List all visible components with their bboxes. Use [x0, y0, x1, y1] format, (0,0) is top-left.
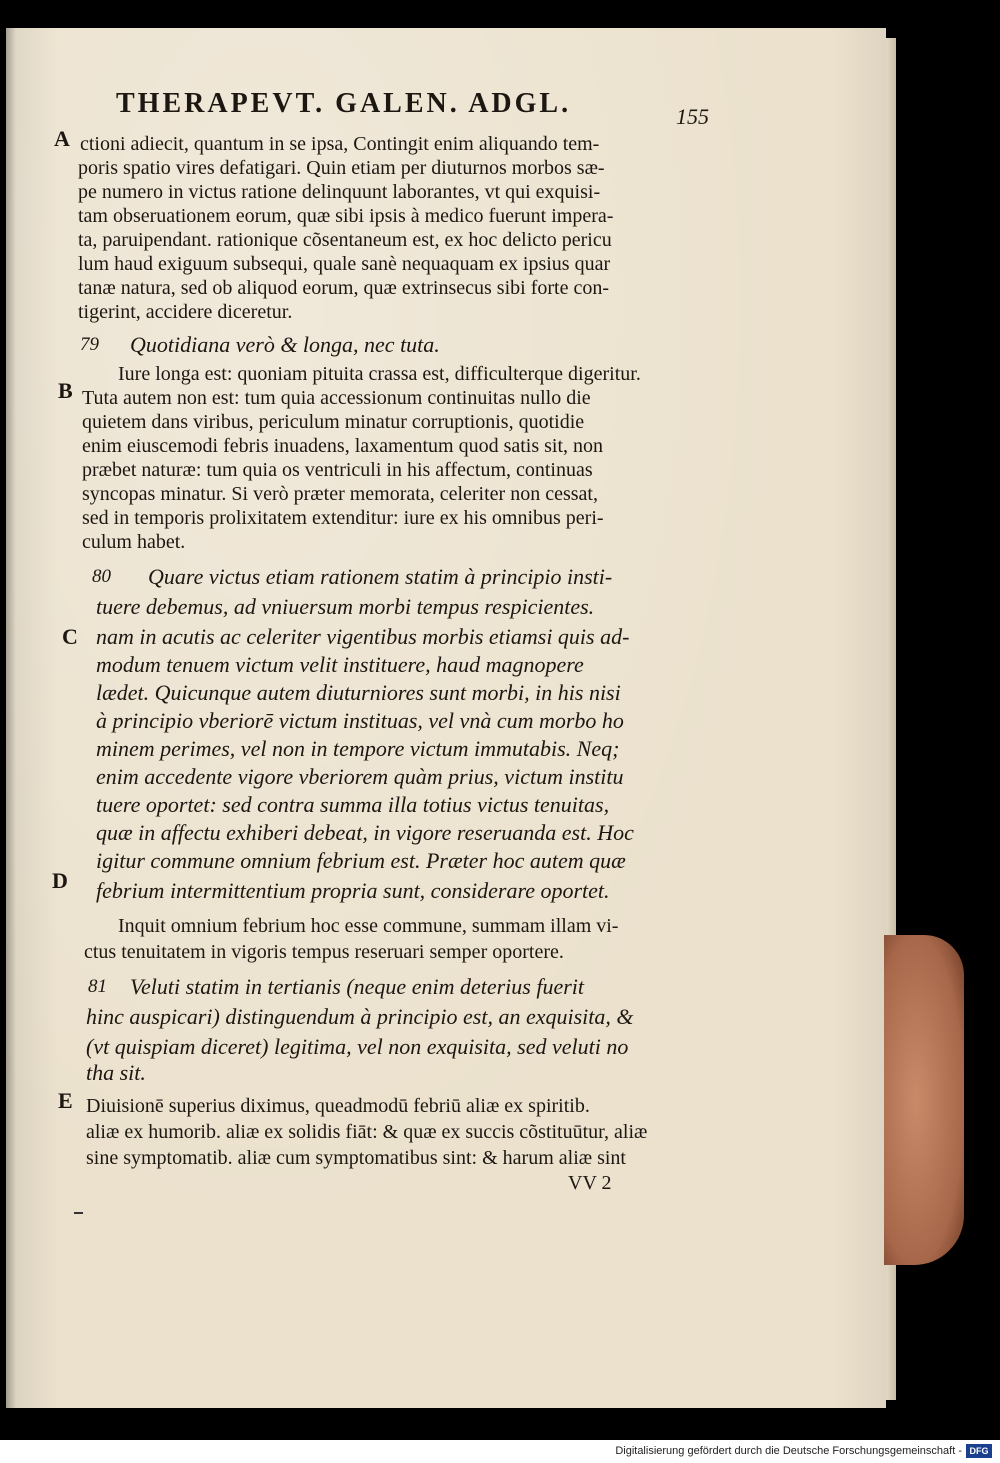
- holding-hand: [884, 935, 964, 1265]
- aphorism-line: hinc auspicari) distinguendum à principio est, an exquisita, &: [86, 1004, 634, 1029]
- margin-letter-c: C: [62, 624, 78, 649]
- aphorism-line: lædet. Quicunque autem diuturniores sunt morbi, in his nisi: [96, 680, 621, 705]
- footer-bar: [0, 1440, 1000, 1463]
- text-line: tanæ natura, sed ob aliquod eorum, quæ extrinsecus sibi forte con-: [78, 277, 609, 299]
- aphorism-line: quæ in affectu exhiberi debeat, in vigore reseruanda est. Hoc: [96, 820, 634, 845]
- text-line: sine symptomatib. aliæ cum symptomatibus sint: & harum aliæ sint: [86, 1147, 626, 1169]
- text-line: Iure longa est: quoniam pituita crassa est, difficulterque digeritur.: [118, 363, 641, 385]
- signature-mark: VV 2: [568, 1172, 612, 1194]
- aphorism-line: Veluti statim in tertianis (neque enim deterius fuerit: [130, 974, 584, 999]
- text-line: lum haud exiguum subsequi, quale sanè nequaquam ex ipsius quar: [78, 253, 611, 275]
- text-line: ctioni adiecit, quantum in se ipsa, Contingit enim aliquando tem-: [80, 133, 600, 155]
- margin-letter-a: A: [54, 126, 70, 151]
- text-line: Tuta autem non est: tum quia accessionum continuitas nullo die: [82, 387, 591, 409]
- text-line: enim eiuscemodi febris inuadens, laxamentum quod satis sit, non: [82, 435, 604, 457]
- text-line: tigerint, accidere diceretur.: [78, 301, 293, 323]
- text-line: poris spatio vires defatigari. Quin etiam per diuturnos morbos sæ-: [78, 157, 605, 179]
- text-line: quietem dans viribus, periculum minatur corruptionis, quotidie: [82, 411, 585, 433]
- aphorism-line: febrium intermittentium propria sunt, considerare oportet.: [96, 878, 610, 903]
- aphorism-line: minem perimes, vel non in tempore victum immutabis. Neq;: [96, 736, 620, 761]
- dfg-logo: DFG: [966, 1444, 992, 1458]
- aphorism-line: enim accedente vigore vberiorem quàm prius, victum institu: [96, 764, 624, 789]
- stray-dash-mark: [74, 1212, 83, 1214]
- aphorism-line: tuere oportet: sed contra summa illa totius victus tenuitas,: [96, 792, 610, 817]
- aphorism-line: à principio vberiorē victum instituas, vel vnà cum morbo ho: [96, 708, 624, 733]
- aphorism-text: Quotidiana verò & longa, nec tuta.: [130, 332, 440, 357]
- aphorism-line: tha sit.: [86, 1060, 146, 1085]
- aphorism-number: 81: [88, 976, 107, 997]
- aphorism-line: Quare victus etiam rationem statim à principio insti-: [148, 564, 613, 589]
- aphorism-number: 80: [92, 566, 111, 587]
- text-line: pe numero in victus ratione delinquunt laborantes, vt qui exquisi-: [78, 181, 601, 203]
- text-line: Diuisionē superius diximus, queadmodū febriū aliæ ex spiritib.: [86, 1095, 590, 1117]
- text-line: ctus tenuitatem in vigoris tempus reseruari semper oportere.: [84, 941, 564, 963]
- text-line: culum habet.: [82, 531, 186, 553]
- page-number: 155: [676, 104, 709, 129]
- margin-letter-d: D: [52, 868, 68, 893]
- aphorism-line: (vt quispiam diceret) legitima, vel non exquisita, sed veluti no: [86, 1034, 629, 1059]
- footer-credit: Digitalisierung gefördert durch die Deutsche Forschungsgemeinschaft -: [615, 1445, 962, 1457]
- page-gutter-shadow: [6, 28, 16, 1408]
- text-line: ta, paruipendant. rationique cõsentaneum est, ex hoc delicto pericu: [78, 229, 612, 251]
- text-line: Inquit omnium febrium hoc esse commune, summam illam vi-: [118, 915, 619, 937]
- text-line: præbet naturæ: tum quia os ventriculi in his affectum, continuas: [82, 459, 593, 481]
- aphorism-number: 79: [80, 334, 99, 355]
- aphorism-line: nam in acutis ac celeriter vigentibus morbis etiamsi quis ad-: [96, 624, 630, 649]
- aphorism-line: modum tenuem victum velit instituere, haud magnopere: [96, 652, 584, 677]
- aphorism-line: tuere debemus, ad vniuersum morbi tempus respicientes.: [96, 594, 595, 619]
- text-line: tam obseruationem eorum, quæ sibi ipsis à medico fuerunt impera-: [78, 205, 614, 227]
- margin-letter-e: E: [58, 1088, 73, 1113]
- margin-letter-b: B: [58, 378, 73, 403]
- text-line: sed in temporis prolixitatem extenditur: iure ex his omnibus peri-: [82, 507, 604, 529]
- text-line: aliæ ex humorib. aliæ ex solidis fiāt: & quæ ex succis cõstituūtur, aliæ: [86, 1121, 648, 1143]
- aphorism-line: igitur commune omnium febrium est. Præter hoc autem quæ: [96, 848, 626, 873]
- text-line: syncopas minatur. Si verò præter memorata, celeriter non cessat,: [82, 483, 598, 505]
- running-head: THERAPEVT. GALEN. ADGL.: [116, 88, 572, 119]
